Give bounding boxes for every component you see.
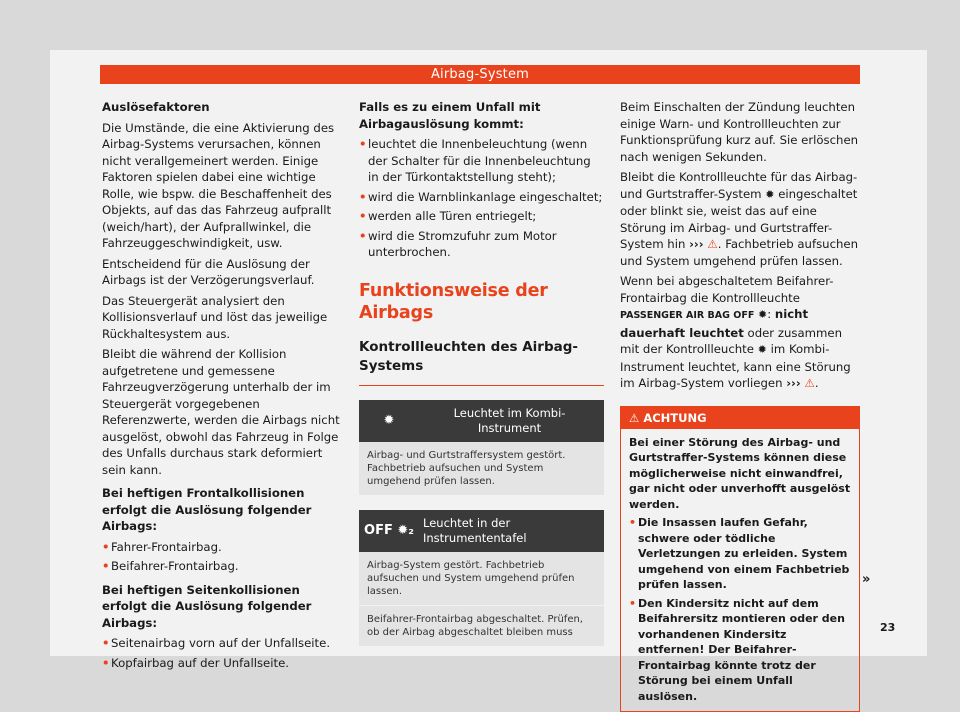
section-title: Funktionsweise der Airbags [359,280,604,324]
list-item: • Kopfairbag auf der Unfallseite. [102,655,347,672]
subsection-title: Kontrollleuchten des Airbag-Systems [359,338,604,386]
table-cell: Airbag- und Gurtstraffersystem gestört. Fachbetrieb aufsuchen und System umgehend prüfen lassen. [359,442,604,496]
warning-box [620,406,860,712]
text: eingeschaltet oder blinkt sie, weist das auf eine Störung im Airbag- und Gurtstraffer-System hin [620,187,857,252]
paragraph: Die Umstände, die eine Aktivierung des Airbag-Systems verursachen, können nicht verallgemeinert werden. Einige Faktoren spielen dabei eine wichtige Rolle, wie bspw. die Beschaffenheit des Objekts, auf das das Fahrzeug aufprallt (weich/hart), der Aufprallwinkel, die Fahrzeuggeschwindigkeit, usw. [102,120,347,252]
airbag-off-icon: OFF ✹₂ [359,523,419,538]
paragraph: Das Steuergerät analysiert den Kollisionsverlauf und löst das jeweilige Rückhaltesystem aus. [102,293,347,343]
table-cell: Airbag-System gestört. Fachbetrieb aufsuchen und System umgehend prüfen lassen. [359,552,604,606]
text: Wenn bei abgeschaltetem Beifahrer-Frontairbag die Kontrollleuchte [620,274,833,305]
table-header [359,510,604,552]
airbag-warning-icon: ✹ [765,187,774,204]
column-middle [359,99,604,647]
list-item: • wird die Stromzufuhr zum Motor unterbrochen. [359,228,604,261]
table-title: Leuchtet im Kombi-Instrument [419,400,604,442]
text: Fachbetrieb aufsuchen und System umgehend prüfen lassen. [620,237,858,268]
list-item: • Den Kindersitz nicht auf dem Beifahrersitz montieren oder den vorhandenen Kindersitz entfernen! Der Beifahrer-Frontairbag könnte trotz der Störung bei einem Unfall auslösen. [629,596,851,705]
table-cell: Beifahrer-Frontairbag abgeschaltet. Prüfen, ob der Airbag abgeschaltet bleiben muss [359,606,604,647]
list-item: • leuchtet die Innenbeleuchtung (wenn der Schalter für die Innenbeleuchtung in der Türkontaktstellung steht); [359,136,604,186]
airbag-warning-icon: ✹ [359,413,419,428]
heading-ausloesefaktoren: Auslösefaktoren [102,99,347,116]
text: oder zusammen mit der Kontrollleuchte [620,326,842,357]
list-item: • Beifahrer-Frontairbag. [102,558,347,575]
warning-triangle-icon: ⚠ [804,376,814,390]
passenger-airbag-off-lamp: PASSENGER AIR BAG OFF [620,310,754,321]
warning-triangle-icon: ⚠ [707,237,717,251]
column-left [102,99,347,674]
list-item: • wird die Warnblinkanlage eingeschaltet; [359,189,604,206]
list-item: • Fahrer-Frontairbag. [102,539,347,556]
list-item: • werden alle Türen entriegelt; [359,208,604,225]
text: nicht dauerhaft leuchtet [620,307,808,340]
list-item: • Seitenairbag vorn auf der Unfallseite. [102,635,347,652]
paragraph: Bleibt die während der Kollision aufgetretene und gemessene Fahrzeugverzögerung unterhalb der im Steuergerät vorgegebenen Referenzwerte, werden die Airbags nicht ausgelöst, obwohl das Fahrzeug in Folge des Unfalls durchaus stark deformiert sein kann. [102,346,347,478]
text: Bleibt die Kontrollleuchte für das Airbag- und Gurtstraffer-System [620,170,857,201]
warning-body [621,429,859,712]
airbag-warning-icon: ✹ [758,342,767,359]
page-number: 23 [880,621,895,634]
paragraph: Bleibt die Kontrollleuchte für das Airbag- und Gurtstraffer-System ✹ eingeschaltet oder blinkt sie, weist das auf eine Störung im Airbag- und Gurtstraffer-System hin ››› ⚠. Fachbetrieb aufsuchen und System umgehend prüfen lassen. [620,169,860,269]
column-right [620,99,860,712]
paragraph: Wenn bei abgeschaltetem Beifahrer-Frontairbag die Kontrollleuchte PASSENGER AIR BAG OFF ✹: nicht dauerhaft leuchtet oder zusammen mit der Kontrollleuchte ✹ im Kombi-Instrument leuchtet, kann eine Störung im Airbag-System vorliegen ››› ⚠. [620,273,860,392]
heading-frontal: Bei heftigen Frontalkollisionen erfolgt die Auslösung folgender Airbags: [102,485,347,535]
heading-unfall: Falls es zu einem Unfall mit Airbagauslösung kommt: [359,99,604,132]
table-title: Leuchtet in der Instrumententafel [419,510,604,552]
paragraph: Beim Einschalten der Zündung leuchten einige Warn- und Kontrollleuchten zur Funktionsprüfung kurz auf. Sie erlöschen nach wenigen Sekunden. [620,99,860,165]
airbag-off-icon: ✹ [758,307,767,324]
warning-header [621,407,859,429]
chapter-header: Airbag-System [100,65,860,84]
warning-triangle-icon: ⚠ [629,411,639,425]
reference-arrow[interactable]: ››› [689,237,703,251]
continue-mark: » [862,572,870,587]
table-header [359,400,604,442]
warning-text: Bei einer Störung des Airbag- und Gurtstraffer-Systems können diese möglicherweise nicht einwandfrei, gar nicht oder unverhofft ausgelöst werden. [629,435,851,513]
text: im Kombi-Instrument leuchtet, kann eine Störung im Airbag-System vorliegen [620,342,851,390]
list-item: • Die Insassen laufen Gefahr, schwere oder tödliche Verletzungen zu erleiden. System umgehend von einem Fachbetrieb prüfen lassen. [629,515,851,593]
paragraph: Entscheidend für die Auslösung der Airbags ist der Verzögerungsverlauf. [102,256,347,289]
heading-side: Bei heftigen Seitenkollisionen erfolgt die Auslösung folgender Airbags: [102,582,347,632]
warning-title: ACHTUNG [643,411,706,425]
reference-arrow[interactable]: ››› [786,376,800,390]
